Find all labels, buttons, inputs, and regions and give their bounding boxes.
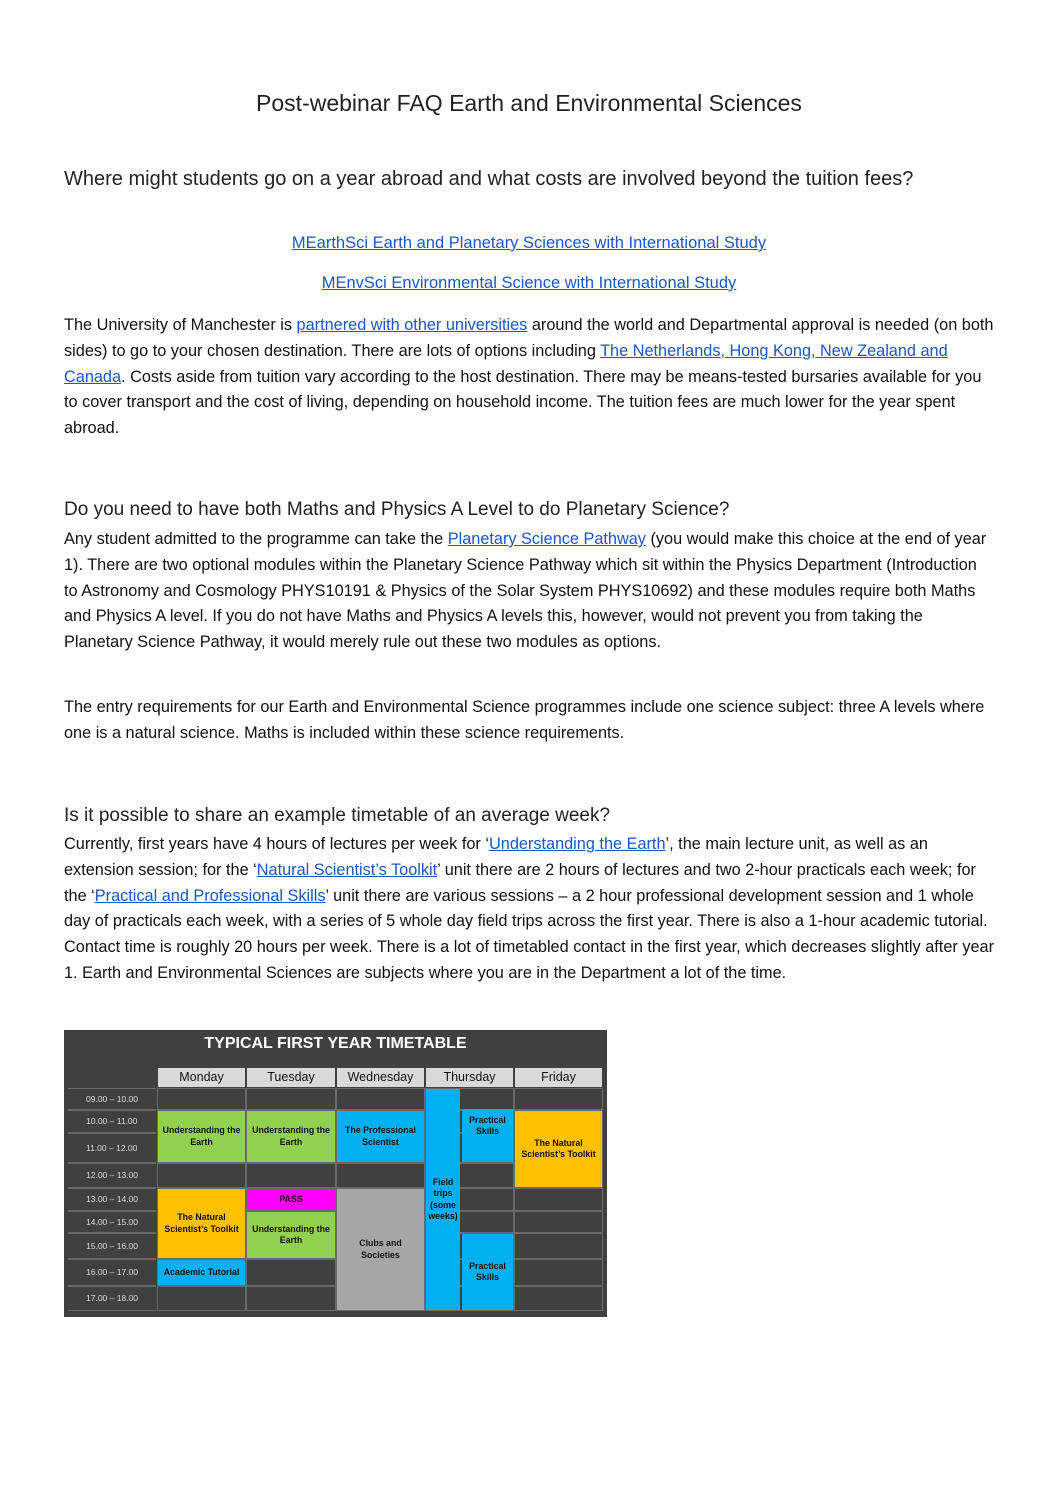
timetable-day-header: Wednesday [337, 1068, 424, 1087]
timetable-day-header: Thursday [426, 1068, 513, 1087]
timetable-block: Understanding the Earth [247, 1212, 335, 1258]
timetable-empty-cell [157, 1088, 246, 1110]
year-abroad-paragraph [64, 313, 994, 442]
timetable-block: Understanding the Earth [158, 1111, 245, 1162]
timetable-block-practical-skills: Practical Skills [462, 1109, 513, 1162]
understanding-earth-link[interactable]: Understanding the Earth [489, 835, 666, 853]
destinations-link[interactable]: The Netherlands, Hong Kong, New Zealand and Canada [64, 341, 948, 386]
menvsci-link[interactable]: MEnvSci Environmental Science with International Study [321, 274, 737, 292]
timetable-time-slot: 13.00 – 14.00 [68, 1188, 156, 1211]
timetable-block: The Professional Scientist [337, 1111, 424, 1162]
timetable-day-header: Tuesday [247, 1068, 335, 1087]
timetable-empty-cell [514, 1259, 603, 1286]
timetable-time-slot: 15.00 – 16.00 [68, 1233, 156, 1259]
timetable-empty-cell [246, 1163, 336, 1188]
timetable-empty-cell [514, 1211, 603, 1233]
timetable-day-header: Friday [515, 1068, 602, 1087]
timetable-block: The Natural Scientist’s Toolkit [158, 1189, 245, 1258]
question-timetable: Is it possible to share an example timetable of an average week? [64, 805, 611, 826]
text-span: . Costs aside from tuition vary according to the host destination. There may be means-tested bursaries available for you to cover transport and the cost of living, depending on household income. The tuition fees are much lower for the year spent abroad. [64, 367, 982, 438]
timetable-empty-cell [157, 1286, 246, 1311]
text-span: ’ unit there are 2 hours of lectures and two 2-hour practicals each week; for the ‘ [64, 860, 976, 905]
text-span: ’ unit there are various sessions – a 2 hour professional development session and 1 whole day of practicals each week, with a series of 5 whole day field trips across the first year. There is also a 1-hour academic tutorial. Contact time is roughly 20 hours per week. There is a lot of timetabled contact in the first year, which decreases slightly after year 1. Earth and Environmental Sciences are subjects where you are in the Department a lot of the time. [64, 886, 994, 982]
maths-physics-paragraph [64, 527, 994, 656]
question-maths-physics: Do you need to have both Maths and Physics A Level to do Planetary Science? [64, 499, 730, 520]
text-span: (you would make this choice at the end of year 1). There are two optional modules within the Planetary Science Pathway which sit within the Physics Department (Introduction to Astronomy and Cosmology PHYS10191 & Physics of the Solar System PHYS10692) and these modules require both Maths and Physics A level. If you do not have Maths and Physics A levels this, however, would not prevent you from taking the Planetary Science Pathway, it would merely rule out these two modules as options. [64, 530, 987, 652]
timetable-day-header: Monday [158, 1068, 245, 1087]
timetable-time-slot: 09.00 – 10.00 [68, 1088, 156, 1110]
timetable-empty-cell [514, 1088, 603, 1110]
timetable-empty-cell [514, 1286, 603, 1311]
timetable-time-slot: 11.00 – 12.00 [68, 1133, 156, 1163]
timetable-time-slot: 14.00 – 15.00 [68, 1211, 156, 1233]
link-line-2 [0, 274, 1058, 293]
mearthsci-link[interactable]: MEarthSci Earth and Planetary Sciences with International Study [291, 234, 767, 252]
timetable-time-slot: 10.00 – 11.00 [68, 1110, 156, 1133]
link-line-1 [0, 234, 1058, 253]
toolkit-link[interactable]: Natural Scientist’s Toolkit [256, 860, 438, 879]
timetable-block-practical-skills: Practical Skills [462, 1234, 513, 1310]
timetable-empty-cell [336, 1163, 425, 1188]
timetable-paragraph [64, 832, 994, 987]
timetable-time-slot: 16.00 – 17.00 [68, 1259, 156, 1286]
timetable-empty-cell [246, 1259, 336, 1286]
timetable-empty-cell [514, 1188, 603, 1211]
text-span: Currently, first years have 4 hours of lectures per week for ‘ [64, 835, 489, 853]
text-span: The University of Manchester is [64, 316, 297, 334]
timetable-block: Understanding the Earth [247, 1111, 335, 1162]
page-title: Post-webinar FAQ Earth and Environmental Sciences [256, 90, 802, 116]
timetable-block: Clubs and Societies [337, 1189, 424, 1310]
timetable-block: The Natural Scientist’s Toolkit [515, 1111, 602, 1187]
text-span: Any student admitted to the programme can take the [64, 530, 448, 548]
timetable-empty-cell [246, 1088, 336, 1110]
timetable-time-slot: 17.00 – 18.00 [68, 1286, 156, 1311]
entry-requirements-paragraph: The entry requirements for our Earth and Environmental Science programmes include one science subject: three A levels where one is a natural science. Maths is included within these science requirements. [64, 698, 985, 742]
text-span: around the world and Departmental approval is needed (on both sides) to go to your chosen destination. There are lots of options including [64, 316, 994, 360]
timetable-block: Field trips (some weeks) [426, 1089, 460, 1310]
timetable-empty-cell [336, 1088, 425, 1110]
partnered-universities-link[interactable]: partnered with other universities [296, 316, 528, 334]
timetable-block: PASS [247, 1189, 335, 1210]
timetable-time-slot: 12.00 – 13.00 [68, 1163, 156, 1188]
timetable-empty-cell [514, 1233, 603, 1259]
practical-skills-link[interactable]: Practical and Professional Skills [94, 886, 326, 905]
timetable-empty-cell [246, 1286, 336, 1311]
timetable-empty-cell [157, 1163, 246, 1188]
planetary-pathway-link[interactable]: Planetary Science Pathway [447, 530, 646, 548]
timetable-block: Academic Tutorial [158, 1260, 245, 1285]
timetable-title: TYPICAL FIRST YEAR TIMETABLE [204, 1035, 467, 1052]
text-span: ’, the main lecture unit, as well as an extension session; for the ‘ [64, 835, 928, 879]
question-year-abroad: Where might students go on a year abroad and what costs are involved beyond the tuition fees? [64, 168, 914, 190]
